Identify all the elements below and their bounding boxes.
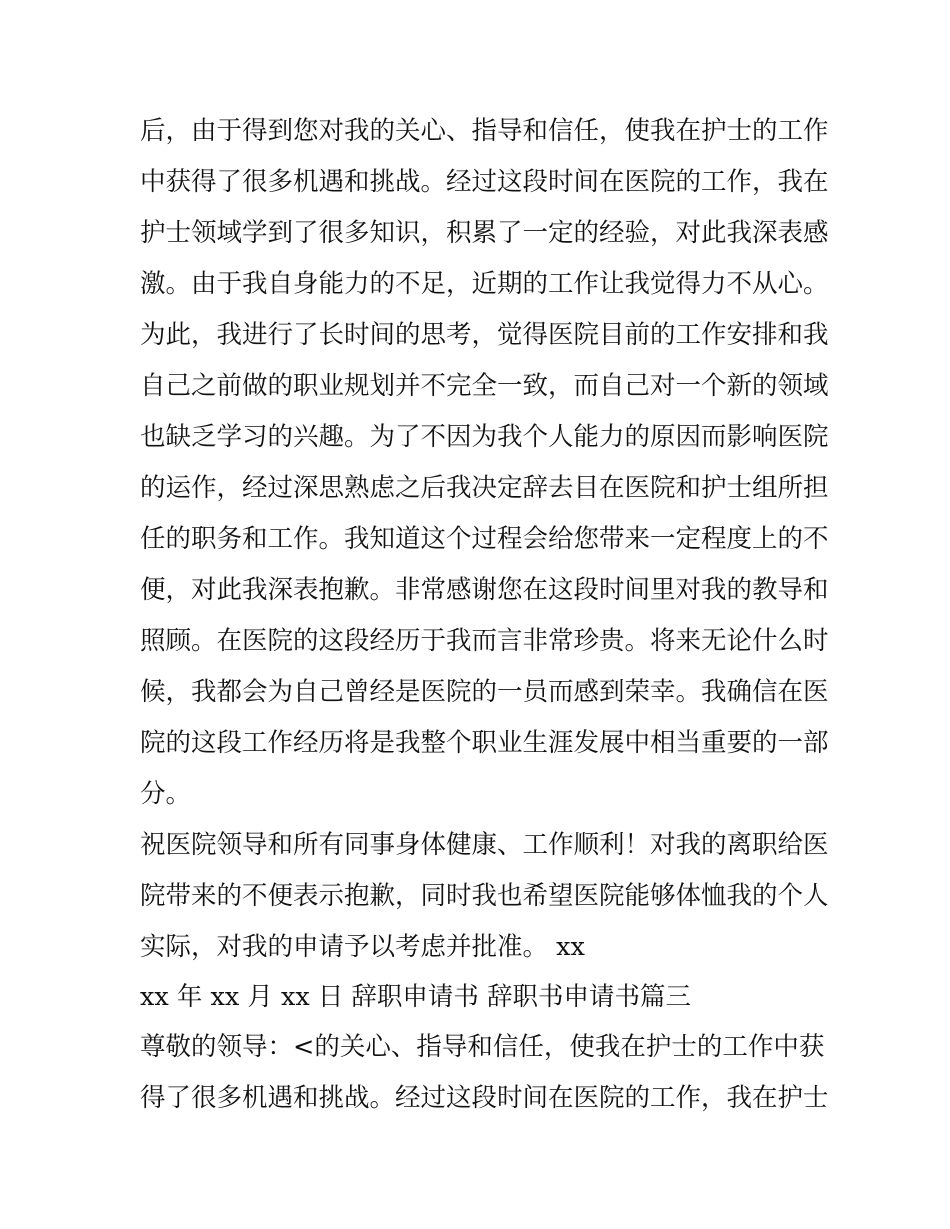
text-line-13: 院的这段工作经历将是我整个职业生涯发展中相当重要的一部 — [140, 728, 829, 758]
text-line-11: 照顾。在医院的这段经历于我而言非常珍贵。将来无论什么时 — [140, 626, 829, 656]
text-line-19: 尊敬的领导：<的关心、指导和信任，使我在护士的工作中获 — [140, 1032, 825, 1062]
text-line-16: 院带来的不便表示抱歉，同时我也希望医院能够体恤我的个人 — [140, 881, 829, 911]
text-line-9: 任的职务和工作。我知道这个过程会给您带来一定程度上的不 — [140, 524, 829, 554]
text-line-1: 后，由于得到您对我的关心、指导和信任，使我在护士的工作 — [140, 116, 829, 146]
text-line-20: 得了很多机遇和挑战。经过这段时间在医院的工作，我在护士 — [140, 1083, 829, 1113]
text-line-14: 分。 — [140, 779, 192, 809]
text-line-5: 为此，我进行了长时间的思考，觉得医院目前的工作安排和我 — [140, 320, 829, 350]
text-line-12: 候，我都会为自己曾经是医院的一员而感到荣幸。我确信在医 — [140, 677, 829, 707]
text-line-18: xx 年 xx 月 xx 日 辞职申请书 辞职书申请书篇三 — [140, 982, 692, 1012]
text-line-15: 祝医院领导和所有同事身体健康、工作顺利！对我的离职给医 — [140, 830, 829, 860]
text-line-7: 也缺乏学习的兴趣。为了不因为我个人能力的原因而影响医院 — [140, 422, 829, 452]
document-body — [140, 106, 829, 1124]
text-line-2: 中获得了很多机遇和挑战。经过这段时间在医院的工作，我在 — [140, 167, 829, 197]
text-line-6: 自己之前做的职业规划并不完全一致，而自己对一个新的领域 — [140, 371, 829, 401]
text-line-3: 护士领域学到了很多知识，积累了一定的经验，对此我深表感 — [140, 218, 829, 248]
text-line-17: 实际，对我的申请予以考虑并批准。 xx — [140, 932, 585, 962]
text-line-10: 便，对此我深表抱歉。非常感谢您在这段时间里对我的教导和 — [140, 575, 829, 605]
text-line-8: 的运作，经过深思熟虑之后我决定辞去目在医院和护士组所担 — [140, 473, 829, 503]
text-line-4: 激。由于我自身能力的不足，近期的工作让我觉得力不从心。 — [140, 269, 829, 299]
